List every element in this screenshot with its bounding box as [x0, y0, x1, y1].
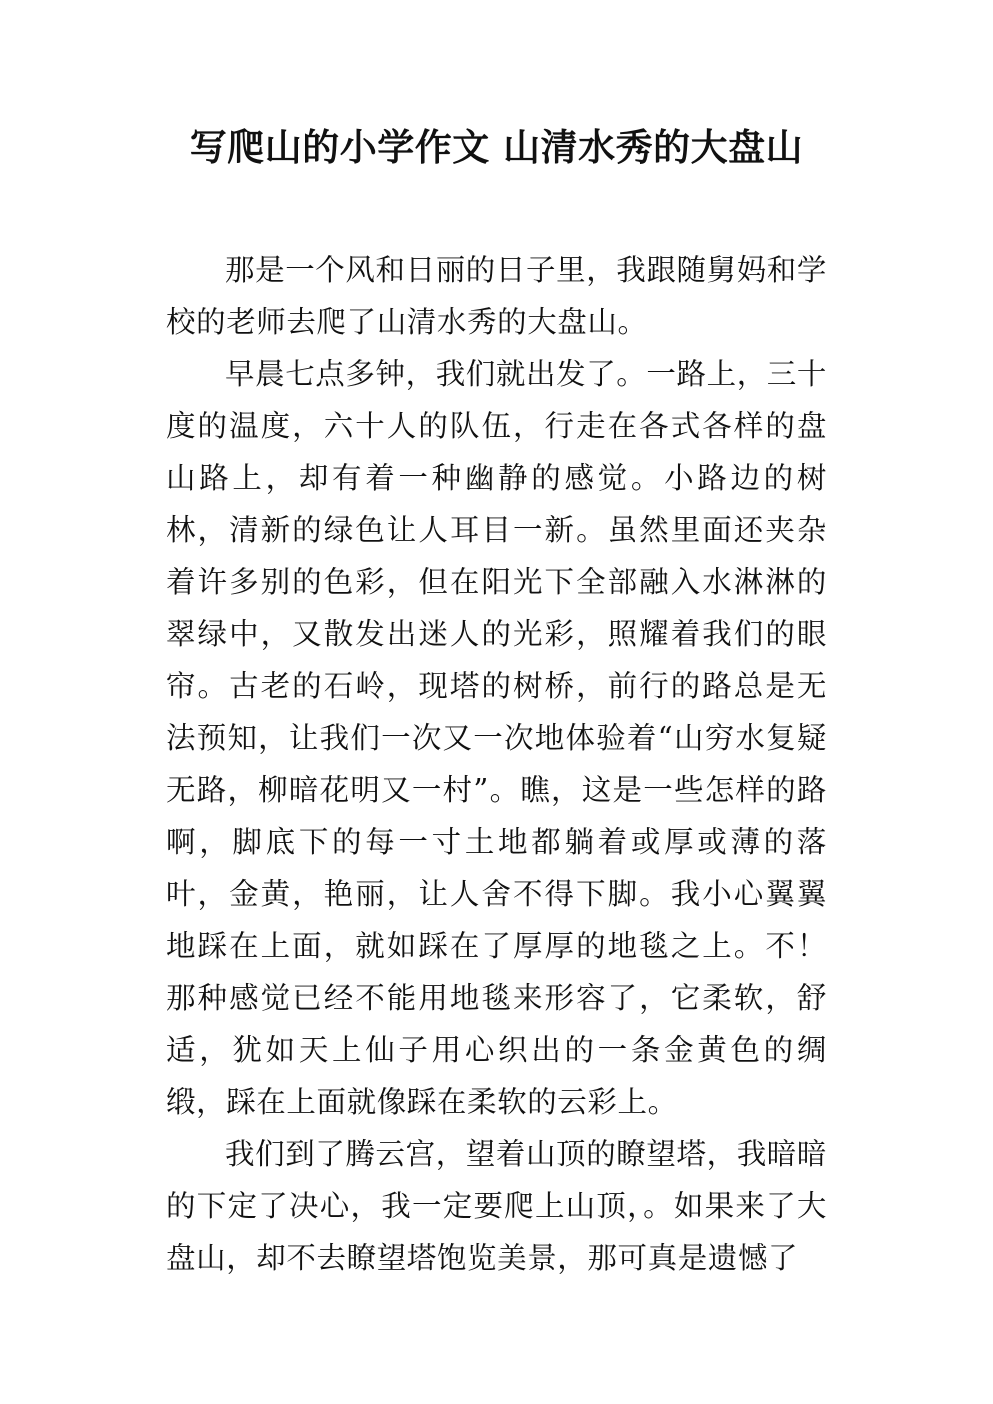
paragraph-1: 那是一个风和日丽的日子里，我跟随舅妈和学校的老师去爬了山清水秀的大盘山。: [166, 253, 828, 339]
paragraph-3: 我们到了腾云宫，望着山顶的瞭望塔，我暗暗的下定了决心，我一定要爬上山顶，。如果来了大盘山，却不去瞭望塔饱览美景，那可真是遗憾了: [166, 1137, 828, 1275]
document-title: 写爬山的小学作文 山清水秀的大盘山: [189, 126, 804, 169]
paragraph-2: 早晨七点多钟，我们就出发了。一路上，三十度的温度，六十人的队伍，行走在各式各样的盘山路上，却有着一种幽静的感觉。小路边的树林，清新的绿色让人耳目一新。虽然里面还夹杂着许多别的色彩，但在阳光下全部融入水淋淋的翠绿中，又散发出迷人的光彩，照耀着我们的眼帘。古老的石岭，现塔的树桥，前行的路总是无法预知，让我们一次又一次地体验着“山穷水复疑无路，柳暗花明又一村”。瞧，这是一些怎样的路啊，脚底下的每一寸土地都躺着或厚或薄的落叶，金黄，艳丽，让人舍不得下脚。我小心翼翼地踩在上面，就如踩在了厚厚的地毯之上。不！那种感觉已经不能用地毯来形容了，它柔软，舒适，犹如天上仙子用心织出的一条金黄色的绸缎，踩在上面就像踩在柔软的云彩上。: [166, 357, 828, 1119]
document-body: [166, 244, 827, 1284]
